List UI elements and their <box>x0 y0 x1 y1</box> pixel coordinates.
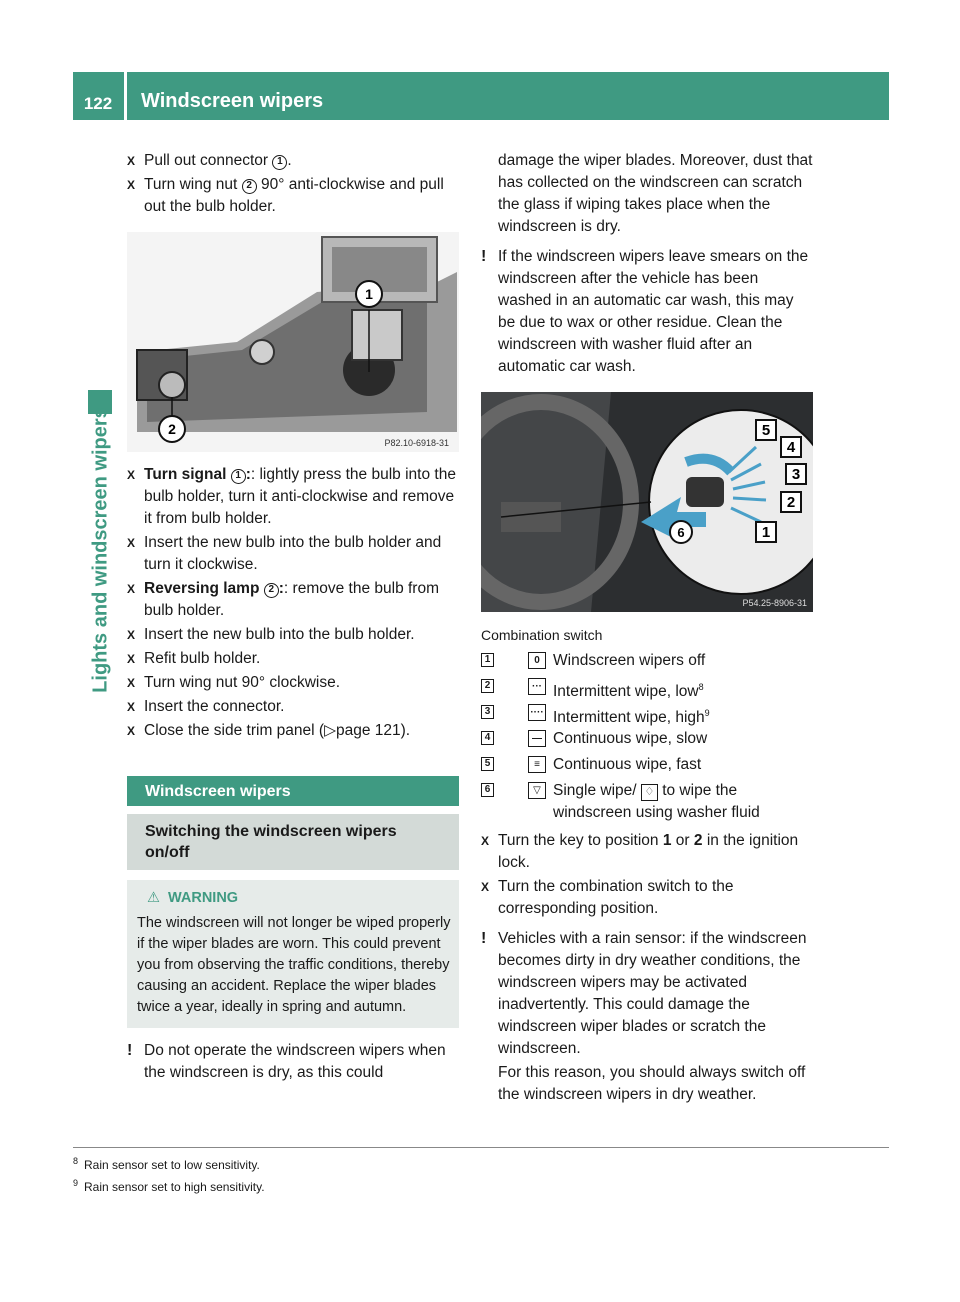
footnote-ref: 9 <box>704 708 710 718</box>
arrow-icon: X <box>127 582 136 596</box>
step-insert-new-bulb: X Insert the new bulb into the bulb holder. <box>127 624 459 646</box>
left-column <box>127 150 459 1090</box>
svg-text:3: 3 <box>791 466 801 483</box>
svg-text:6: 6 <box>677 525 685 540</box>
intermittent-high-icon: ···· <box>528 704 546 721</box>
combination-switch-illustration <box>481 392 813 612</box>
arrow-icon: X <box>127 154 136 168</box>
arrow-icon: X <box>481 880 490 894</box>
position-number: 3 <box>481 705 494 719</box>
svg-text:1: 1 <box>761 524 771 541</box>
switch-position-4: 4 — Continuous wipe, slow <box>481 728 813 750</box>
continued-text: damage the wiper blades. Moreover, dust that has collected on the windscreen can scratch the glass if wiping takes place when the windscreen is dry. <box>498 152 813 235</box>
page-ref-arrow-icon: ▷ <box>324 722 336 739</box>
position-number: 6 <box>481 783 494 797</box>
warning-triangle-icon: ⚠ <box>147 890 160 906</box>
header-separator <box>124 72 127 120</box>
switch-position-3: 3 ···· Intermittent wipe, high$^9$ <box>481 702 813 724</box>
switch-label-5 <box>756 420 776 440</box>
continuous-slow-icon: — <box>528 730 546 747</box>
switch-label-1 <box>756 522 776 542</box>
svg-text:2: 2 <box>168 421 176 437</box>
callout-1-icon: 1 <box>231 469 246 484</box>
step-reversing-lamp: X Reversing lamp 2 :: remove the bulb from bulb holder. <box>127 580 439 619</box>
step-close-trim-panel: X Close the side trim panel (▷page 121). <box>127 720 459 742</box>
section-title: Windscreen wipers <box>127 776 459 806</box>
svg-text:5: 5 <box>761 422 771 439</box>
intermittent-low-icon: ··· <box>528 678 546 695</box>
arrow-icon: X <box>127 700 136 714</box>
switch-position-6: 6 ▽ Single wipe/ ♢ to wipe the windscreen using washer fluid <box>481 780 813 824</box>
bulb-holder-illustration <box>127 232 459 452</box>
svg-text:1: 1 <box>365 286 373 302</box>
step-turn-combination-switch: X Turn the combination switch to the corresponding position. <box>481 878 734 917</box>
figure-code: P82.10-6918-31 <box>384 438 449 448</box>
warning-text: The windscreen will not longer be wiped properly if the wiper blades are worn. This could prevent you from observing the traffic conditions, thereby causing an accident. Replace the wiper blades twice a year, ideally in spring and autumn. <box>137 915 451 1015</box>
footnote-8: $^8$ Rain sensor set to low sensitivity. <box>73 1156 260 1172</box>
step-turn-key: X Turn the key to position 1 or 2 in the ignition lock. <box>481 832 799 871</box>
figure-callout-2 <box>159 416 185 442</box>
figure-code: P54.25-8906-31 <box>742 598 807 608</box>
position-number: 2 <box>481 679 494 693</box>
right-column <box>481 150 813 1112</box>
switch-position-2: 2 ··· Intermittent wipe, low$^8$ <box>481 676 813 698</box>
callout-2-icon: 2 <box>264 583 279 598</box>
step-turn-signal: X Turn signal 1 :: lightly press the bulb into the bulb holder, turn it anti-clockwise and remove it from bulb holder. <box>127 466 456 527</box>
arrow-icon: X <box>481 834 490 848</box>
step-turn-wing-nut-clockwise: X Turn wing nut 90° clockwise. <box>127 672 459 694</box>
side-tab <box>86 407 116 693</box>
step-insert-bulb: X Insert the new bulb into the bulb holder and turn it clockwise. <box>127 534 442 573</box>
single-wipe-icon: ▽ <box>528 782 546 799</box>
step-pull-connector: X Pull out connector 1 . <box>127 150 459 172</box>
page-ref-link[interactable]: page 121 <box>335 722 401 739</box>
step-insert-connector: X Insert the connector. <box>127 696 459 718</box>
switch-label-4 <box>781 437 801 457</box>
arrow-icon: X <box>127 652 136 666</box>
arrow-icon: X <box>127 536 136 550</box>
exclamation-icon: ! <box>481 930 487 947</box>
warning-heading: ⚠ WARNING <box>147 888 451 909</box>
exclamation-icon: ! <box>127 1042 133 1059</box>
warning-box <box>127 880 459 1028</box>
continuous-fast-icon: ≡ <box>528 756 546 773</box>
switch-position-5: 5 ≡ Continuous wipe, fast <box>481 754 813 776</box>
arrow-icon: X <box>127 178 136 192</box>
callout-2-icon: 2 <box>242 179 257 194</box>
step-refit-bulb-holder: X Refit bulb holder. <box>127 648 459 670</box>
washer-fluid-icon: ♢ <box>641 784 658 801</box>
callout-1-icon: 1 <box>272 155 287 170</box>
position-number: 4 <box>481 731 494 745</box>
exclamation-icon: ! <box>481 248 487 265</box>
step-turn-wing-nut: X Turn wing nut 2 90° anti-clockwise and pull out the bulb holder. <box>127 176 444 215</box>
arrow-icon: X <box>127 628 136 642</box>
svg-text:2: 2 <box>786 494 796 511</box>
header-title: Windscreen wipers <box>141 90 324 112</box>
switch-label-2 <box>781 492 801 512</box>
note-rain-sensor: ! Vehicles with a rain sensor: if the windscreen becomes dirty in dry weather conditions, the windscreen wipers may be activated inadvertently. This could damage the windscreen wiper blades or scratch the windscreen. For this reason, you should always switch off the windscreen wipers in dry weather. <box>481 930 807 1103</box>
position-number: 5 <box>481 757 494 771</box>
figure-caption: Combination switch <box>481 627 603 643</box>
arrow-icon: X <box>127 724 136 738</box>
switch-label-6 <box>670 521 692 543</box>
combination-switch-figure <box>481 392 813 612</box>
position-number: 1 <box>481 653 494 667</box>
page-number: 122 <box>83 94 113 113</box>
arrow-icon: X <box>127 468 136 482</box>
switch-position-1: 1 0 Windscreen wipers off <box>481 650 813 672</box>
arrow-icon: X <box>127 676 136 690</box>
note-dry-windscreen: ! Do not operate the windscreen wipers when the windscreen is dry, as this could <box>127 1042 446 1081</box>
footnote-9: $^9$ Rain sensor set to high sensitivity. <box>73 1178 265 1194</box>
footnotes <box>73 1147 889 1196</box>
side-tab-label: Lights and windscreen wipers <box>89 407 112 693</box>
figure-callout-1 <box>356 281 382 307</box>
footnote-ref: 8 <box>698 682 704 692</box>
wipers-off-icon: 0 <box>528 652 546 669</box>
note-car-wash: ! If the windscreen wipers leave smears on the windscreen after the vehicle has been washed in an automatic car wash, this may be due to wax or other residue. Clean the windscreen with washer fluid after an automatic car wash. <box>481 248 809 375</box>
bulb-holder-figure <box>127 232 459 452</box>
svg-text:4: 4 <box>786 439 796 456</box>
switch-label-3 <box>786 464 806 484</box>
subsection-title: Switching the windscreen wipers on/off <box>127 814 459 870</box>
